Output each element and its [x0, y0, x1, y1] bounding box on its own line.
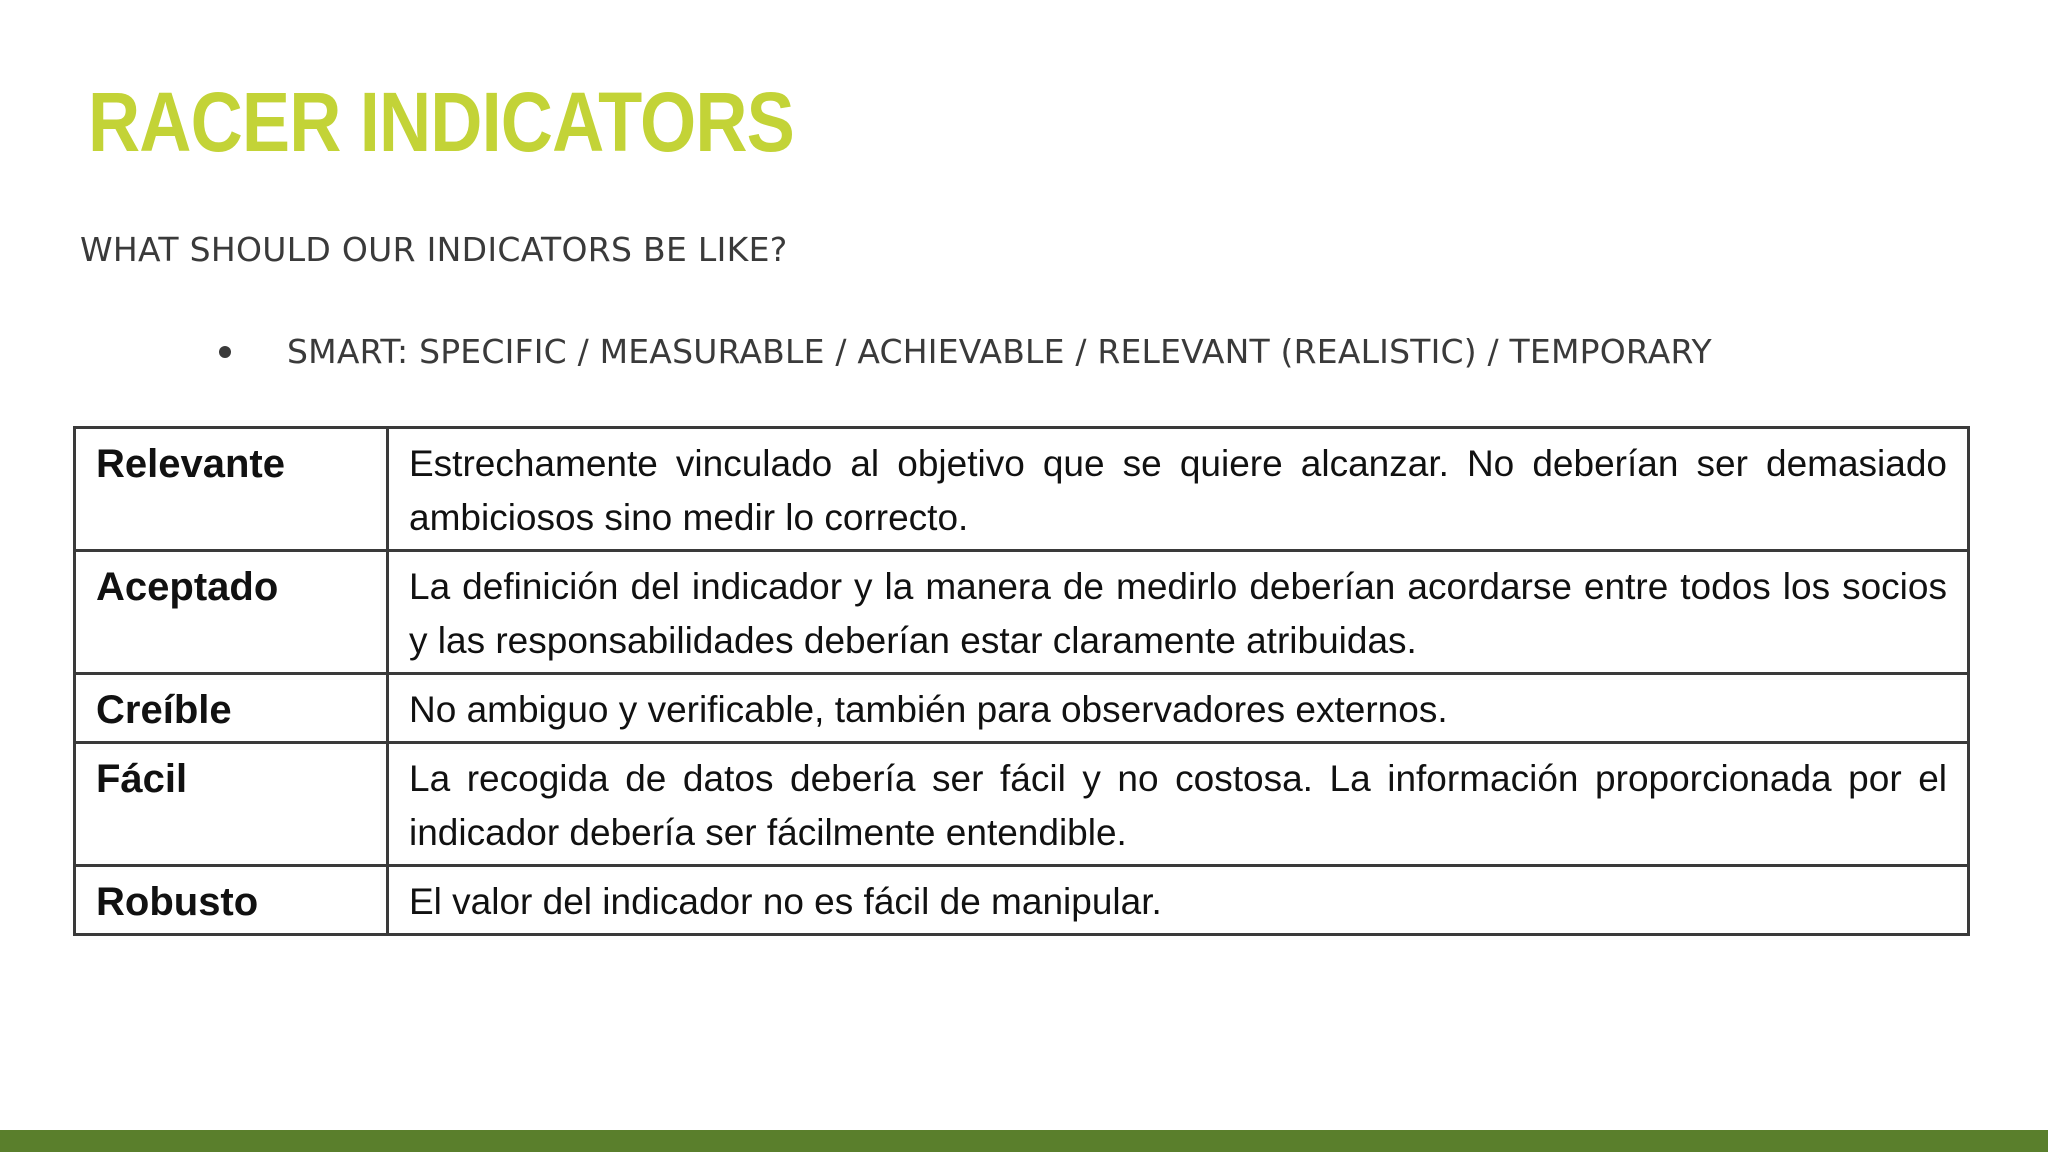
- bullet-icon: [219, 346, 231, 358]
- criterion-description: La recogida de datos debería ser fácil y no costosa. La información proporcionada por el indicador debería ser fácilmente entendible.: [388, 743, 1969, 866]
- criterion-term: Aceptado: [75, 551, 388, 674]
- table-row: [75, 743, 1969, 866]
- bullet-text: SMART: SPECIFIC / MEASURABLE / ACHIEVABLE / RELEVANT (REALISTIC) / TEMPORARY: [287, 332, 1712, 371]
- criteria-table: [73, 426, 1970, 936]
- bullet-item: [215, 330, 1712, 374]
- criterion-description: No ambiguo y verificable, también para observadores externos.: [388, 674, 1969, 743]
- table-row: [75, 551, 1969, 674]
- slide-title: RACER INDICATORS: [88, 75, 795, 169]
- footer-bar: [0, 1130, 2048, 1152]
- table-row: [75, 428, 1969, 551]
- table-row: [75, 866, 1969, 935]
- criterion-description: La definición del indicador y la manera de medirlo deberían acordarse entre todos los socios y las responsabilidades deberían estar claramente atribuidas.: [388, 551, 1969, 674]
- criterion-description: El valor del indicador no es fácil de manipular.: [388, 866, 1969, 935]
- criterion-term: Creíble: [75, 674, 388, 743]
- criterion-term: Fácil: [75, 743, 388, 866]
- bullet-list: [215, 330, 1712, 374]
- criterion-term: Relevante: [75, 428, 388, 551]
- criterion-description: Estrechamente vinculado al objetivo que se quiere alcanzar. No deberían ser demasiado ambiciosos sino medir lo correcto.: [388, 428, 1969, 551]
- table-row: [75, 674, 1969, 743]
- criterion-term: Robusto: [75, 866, 388, 935]
- slide-subtitle: WHAT SHOULD OUR INDICATORS BE LIKE?: [80, 230, 788, 269]
